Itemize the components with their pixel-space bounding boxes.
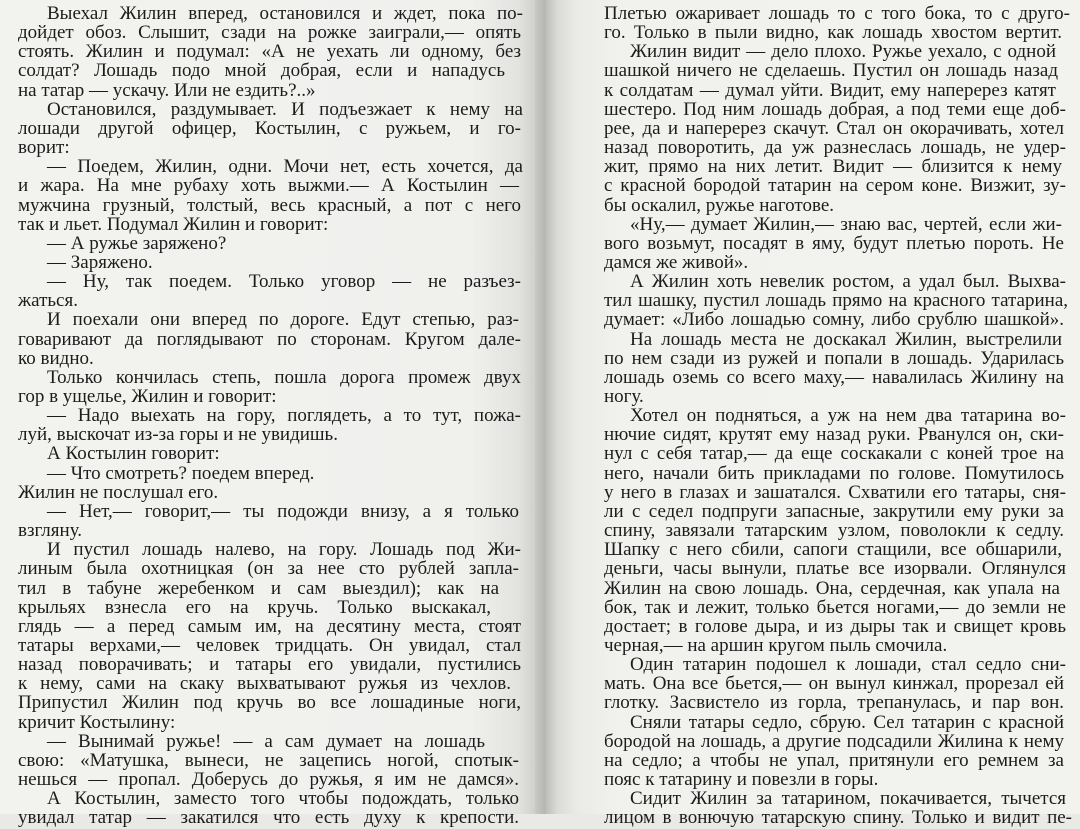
- right-page-text-line: Сидит Жилин за татарином, покачивается, тычется: [630, 788, 1066, 810]
- right-page-text-line: тил шашку, пустил лошадь прямо на красного татарина,: [604, 290, 1068, 312]
- left-page-text-line: — Поедем, Жилин, одни. Мочи нет, есть хочется, да: [47, 156, 523, 178]
- right-page-text-line: шашкой ничего не сделаешь. Пустил он лошадь назад: [604, 60, 1058, 82]
- right-page-text-line: черная,— на аршин кругом пыль смочила.: [604, 634, 948, 656]
- left-page-text-line: луй, выскочат из-за горы и не увидишь.: [18, 424, 338, 446]
- right-page-text-line: Шапку с него сбили, сапоги стащили, все обшарили,: [604, 539, 1062, 561]
- left-page-text-line: Выехал Жилин вперед, остановился и ждет, пока по-: [47, 3, 523, 24]
- left-page: [0, 0, 535, 829]
- left-page-text-line: А Костылин говорит:: [47, 443, 220, 465]
- left-page-text-line: — Вынимай ружье! — а сам думает на лошадь: [47, 730, 485, 752]
- left-page-text-line: крыльях взнесла его на кручь. Только выскакал,: [18, 596, 491, 618]
- left-page-text-line: гор в ущелье, Жилин и говорит:: [18, 386, 277, 407]
- left-page-text-line: — Заряжено.: [47, 251, 153, 273]
- left-page-text-line: говаривают да поглядывают по сторонам. Кругом дале-: [18, 328, 521, 350]
- left-page-text-line: так и льет. Подумал Жилин и говорит:: [18, 213, 329, 235]
- left-page-text-line: на татар — ускачу. Или не ездить?..»: [18, 79, 316, 101]
- right-page-text-line: по нем сзади из ружей и попали в лошадь. Ударилась: [604, 347, 1064, 369]
- left-page-text-line: увидал татар — закатился что есть духу к крепости.: [18, 807, 519, 829]
- left-page-text-line: нешься — пропал. Доберусь до ружья, я им не дамся».: [18, 769, 519, 790]
- right-page-text-line: рее, да и наперерез скачут. Стал он окорачивать, хотел: [604, 117, 1064, 139]
- left-page-text-line: Припустил Жилин под кручь во все лошадиные ноги,: [18, 692, 521, 714]
- left-page-text-line: Остановился, раздумывает. И подъезжает к нему на: [47, 98, 523, 120]
- right-page-text-line: Хотел он подняться, а уж на нем два татарина во-: [630, 405, 1066, 427]
- left-page-text-line: — Ну, так поедем. Только уговор — не разъез-: [47, 271, 521, 293]
- right-page-text-line: у него в глазах и зашатался. Схватили его татары, сня-: [604, 481, 1066, 503]
- left-page-text-line: глядь — а перед самым им, на десятину места, стоят: [18, 615, 521, 637]
- right-page-text-line: бок, так и лежит, только бьется ногами,— до земли не: [604, 596, 1066, 618]
- left-page-text-line: Жилин не послушал его.: [18, 481, 219, 503]
- right-page-text-line: дамся же живой».: [604, 251, 749, 273]
- right-page-text-line: пояс к татарину и повезли в горы.: [604, 769, 879, 790]
- left-page-text-line: И поехали они вперед по дороге. Едут степью, раз-: [47, 309, 519, 331]
- left-page-text-line: И пустил лошадь налево, на гору. Лошадь под Жи-: [47, 539, 521, 561]
- left-page-text-line: татары верхами,— человек тридцать. Он увидал, стал: [18, 634, 521, 656]
- left-page-text-line: жаться.: [18, 290, 78, 312]
- book-gutter: [535, 0, 556, 814]
- right-page-text-line: го. Только в пыли видно, как лошадь хвостом вертит.: [604, 22, 1062, 44]
- left-page-text-line: — Надо выехать на гору, поглядеть, а то тут, пожа-: [47, 405, 521, 427]
- right-page-text-line: Сняли татары седло, сбрую. Сел татарин с красной: [630, 711, 1064, 733]
- right-page-text-line: думает: «Либо лошадью сомну, либо срублю шашкой».: [604, 309, 1064, 331]
- left-page-text-line: и жара. На мне рубаху хоть выжми.— А Костылин —: [18, 175, 519, 197]
- right-page: [556, 0, 1080, 829]
- right-page-text-line: него, начали бить прикладами по голове. Помутилось: [604, 462, 1064, 484]
- left-page-text-line: А Костылин, заместо того чтобы подождать, только: [47, 788, 519, 810]
- left-page-text-line: назад поворачивать; и татары его увидали, пустились: [18, 654, 521, 676]
- right-page-text-line: Жилин видит — дело плохо. Ружье уехало, с одной: [630, 41, 1056, 63]
- right-page-text-line: лицом в вонючую татарскую спину. Только и видит пе-: [604, 807, 1072, 829]
- left-page-text-line: ворит:: [18, 137, 70, 159]
- left-page-text-line: свою: «Матушка, вынеси, не зацепись ногой, спотык-: [18, 749, 519, 771]
- left-page-text-line: — Нет,— говорит,— ты подожди внизу, а я только: [47, 500, 519, 522]
- left-page-text-line: к нему, сами на скаку выхватывают ружья из чехлов.: [18, 673, 511, 695]
- right-page-text-line: Плетью ожаривает лошадь то с того бока, то с друго-: [604, 3, 1070, 24]
- right-page-text-line: жит, прямо на них летит. Видит — близится к нему: [604, 156, 1062, 178]
- right-page-text-line: с красной бородой татарин на сером коне. Визжит, зу-: [604, 175, 1066, 197]
- right-page-text-line: нул с себя татар,— да еще соскакали с коней трое на: [604, 443, 1064, 465]
- right-page-text-line: ногу.: [604, 386, 644, 407]
- right-page-text-line: спину, завязали татарским узлом, поволокли к седлу.: [604, 520, 1064, 542]
- right-page-text-line: А Жилин хоть невелик ростом, а удал был. Выхва-: [630, 271, 1066, 293]
- right-page-text-line: мать. Она все бьется,— он вынул кинжал, прорезал ей: [604, 673, 1064, 695]
- right-page-text-line: достает; в голове дыра, и из дыры так и свищет кровь: [604, 615, 1066, 637]
- left-page-text-line: тил в табуне жеребенком и сам выездил); как на: [18, 577, 499, 599]
- left-page-text-line: лошади другой офицер, Костылин, с ружьем, и го-: [18, 117, 521, 139]
- right-page-text-line: к солдатам — думал уйти. Видит, ему наперерез катят: [604, 79, 1056, 101]
- left-page-text-line: Только кончилась степь, пошла дорога промеж двух: [47, 366, 521, 388]
- right-page-text-line: Один татарин подошел к лошади, стал седло сни-: [630, 654, 1066, 676]
- right-page-text-line: «Ну,— думает Жилин,— знаю вас, чертей, если жи-: [630, 213, 1062, 235]
- right-page-text-line: назад поворотить, да уж разнеслась лошадь, не удер-: [604, 137, 1066, 159]
- left-page-text-line: — А ружье заряжено?: [47, 232, 227, 254]
- right-page-text-line: шестеро. Под ним лошадь добрая, а под теми еще доб-: [604, 98, 1066, 120]
- left-page-text-line: ко видно.: [18, 347, 94, 369]
- right-page-text-line: нючие сидят, крутят ему назад руки. Рванулся он, ски-: [604, 424, 1064, 446]
- left-page-text-line: мужчина грузный, толстый, весь красный, а пот с него: [18, 194, 521, 216]
- right-page-text-line: деньги, часы вынули, платье все изорвали. Оглянулся: [604, 558, 1066, 580]
- right-page-text-line: на седло; а чтобы не упал, притянули его ремнем за: [604, 749, 1064, 771]
- left-page-text-line: линым была охотницкая (он за нее сто рублей запла-: [18, 558, 519, 580]
- right-page-text-line: глотку. Засвистело из горла, трепанулась, и пар вон.: [604, 692, 1064, 714]
- right-page-text-line: вого возьмут, посадят в яму, будут плетью пороть. Не: [604, 232, 1064, 254]
- right-page-text-line: ли с седел подпруги запасные, закрутили ему руки за: [604, 500, 1064, 522]
- right-page-text-line: Жилин на свою лошадь. Она, сердечная, как упала на: [604, 577, 1060, 599]
- right-page-text-line: бородой на лошадь, а другие подсадили Жилина к нему: [604, 730, 1064, 752]
- left-page-text-line: стоять. Жилин и подумал: «А не уехать ли одному, без: [18, 41, 521, 63]
- right-page-text-line: На лошадь места не доскакал Жилин, выстрелили: [630, 328, 1062, 350]
- right-page-text-line: лошадь оземь со всего маху,— навалилась Жилину на: [604, 366, 1064, 388]
- left-page-text-line: дойдет обоз. Слышит, сзади на рожке заиграли,— опять: [18, 22, 521, 44]
- left-page-text-line: — Что смотреть? поедем вперед.: [47, 462, 315, 484]
- right-page-text-line: бы оскалил, ружье наготове.: [604, 194, 835, 216]
- left-page-text-line: кричит Костылину:: [18, 711, 176, 733]
- left-page-text-line: взгляну.: [18, 520, 83, 542]
- left-page-text-line: солдат? Лошадь подо мной добрая, если и нападусь: [18, 60, 505, 82]
